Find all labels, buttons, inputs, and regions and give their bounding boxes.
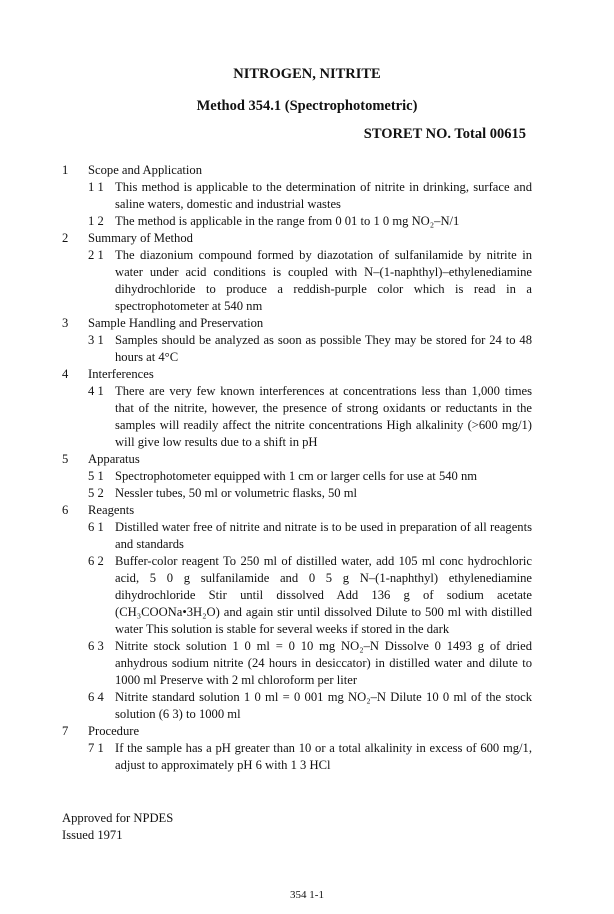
- page-number: 354 1-1: [290, 889, 324, 901]
- subsection-text: The diazonium compound formed by diazotation of sulfanilamide by nitrite in water under acid conditions is coupled with N–(1-naphthyl)–ethylenediamine dihydrochloride to produce a reddish-purple color which is read in a spectrophotometer at 540 nm: [115, 248, 532, 313]
- issued-date: Issued 1971: [62, 828, 123, 842]
- subsection-text: There are very few known interferences at concentrations less than 1,000 times that of the nitrite, however, the presence of strong oxidants or reductants in the samples will readily affect the nitrite concentrations High alkalinity (>600 mg/1) will give low results due to a shift in pH: [115, 384, 532, 449]
- section-title: Interferences: [88, 367, 154, 381]
- subsection-number: 2 1: [88, 248, 104, 262]
- subsection-number: 6 3: [88, 639, 104, 653]
- subsection: [88, 179, 532, 213]
- section-title: Scope and Application: [88, 163, 203, 177]
- subsection: [88, 468, 532, 485]
- subsection: [88, 247, 532, 315]
- section-heading: [62, 723, 532, 740]
- section-title: Summary of Method: [88, 231, 193, 245]
- section-number: 6: [62, 503, 69, 517]
- subsection-number: 4 1: [88, 384, 104, 398]
- subsection-text: Distilled water free of nitrite and nitrate is to be used in preparation of all reagents and standards: [115, 520, 532, 551]
- section-number: 7: [62, 724, 69, 738]
- subsection: [88, 519, 532, 553]
- subsection: [88, 213, 532, 230]
- approval-note: [62, 810, 532, 844]
- section-heading: [62, 366, 532, 383]
- section-number: 4: [62, 367, 69, 381]
- section-heading: [62, 451, 532, 468]
- section-title: Procedure: [88, 724, 140, 738]
- subsection-number: 3 1: [88, 333, 104, 347]
- subsection-text: Spectrophotometer equipped with 1 cm or larger cells for use at 540 nm: [115, 469, 478, 483]
- approved-for: Approved for NPDES: [62, 811, 174, 825]
- subsection: [88, 332, 532, 366]
- section-number: 5: [62, 452, 69, 466]
- subsection-number: 1 1: [88, 180, 104, 194]
- subsection-number: 1 2: [88, 214, 104, 228]
- subsection: [88, 485, 532, 502]
- subsection-number: 5 2: [88, 486, 104, 500]
- subsection-text: This method is applicable to the determination of nitrite in drinking, surface and saline waters, domestic and industrial wastes: [115, 180, 532, 211]
- section-number: 3: [62, 316, 69, 330]
- section-number: 2: [62, 231, 69, 245]
- subsection: [88, 383, 532, 451]
- subsection: [88, 740, 532, 774]
- subsection: [88, 638, 532, 689]
- section-title: Reagents: [88, 503, 135, 517]
- subsection-text: The method is applicable in the range from 0 01 to 1 0 mg NO₂–N/1: [115, 214, 460, 228]
- subsection-number: 6 2: [88, 554, 104, 568]
- section-heading: [62, 162, 532, 179]
- method-subtitle: Method 354.1 (Spectrophotometric): [196, 98, 418, 114]
- document-title: NITROGEN, NITRITE: [233, 66, 381, 82]
- section-title: Apparatus: [88, 452, 140, 466]
- section-number: 1: [62, 163, 69, 177]
- subsection-text: Nitrite standard solution 1 0 ml = 0 001 mg NO₂–N Dilute 10 0 ml of the stock solution (6 3) to 1000 ml: [115, 690, 532, 721]
- subsection: [88, 689, 532, 723]
- section-heading: [62, 230, 532, 247]
- subsection: [88, 553, 532, 638]
- section-title: Sample Handling and Preservation: [88, 316, 264, 330]
- section-heading: [62, 315, 532, 332]
- subsection-text: Samples should be analyzed as soon as possible They may be stored for 24 to 48 hours at 4°C: [115, 333, 532, 364]
- subsection-text: Buffer-color reagent To 250 ml of distilled water, add 105 ml conc hydrochloric acid, 5 0 g sulfanilamide and 0 5 g N–(1-naphthyl) ethylenediamine dihydrochloride Stir until dissolved Add 136 g of sodium acetate (CH₃COONa•3H₂O) and again stir until dissolved Dilute to 500 ml with distilled water This solution is stable for several weeks if stored in the dark: [115, 554, 532, 636]
- subsection-number: 6 1: [88, 520, 104, 534]
- subsection-text: Nessler tubes, 50 ml or volumetric flasks, 50 ml: [115, 486, 358, 500]
- document-body: [62, 162, 532, 774]
- subsection-number: 6 4: [88, 690, 104, 704]
- subsection-number: 7 1: [88, 741, 104, 755]
- subsection-text: Nitrite stock solution 1 0 ml = 0 10 mg NO₂–N Dissolve 0 1493 g of dried anhydrous sodium nitrite (24 hours in desiccator) in distilled water and dilute to 1000 ml Preserve with 2 ml chloroform per liter: [115, 639, 532, 687]
- subsection-text: If the sample has a pH greater than 10 or a total alkalinity in excess of 600 mg/1, adjust to approximately pH 6 with 1 3 HCl: [115, 741, 532, 772]
- subsection-number: 5 1: [88, 469, 104, 483]
- storet-number: STORET NO. Total 00615: [363, 126, 526, 142]
- section-heading: [62, 502, 532, 519]
